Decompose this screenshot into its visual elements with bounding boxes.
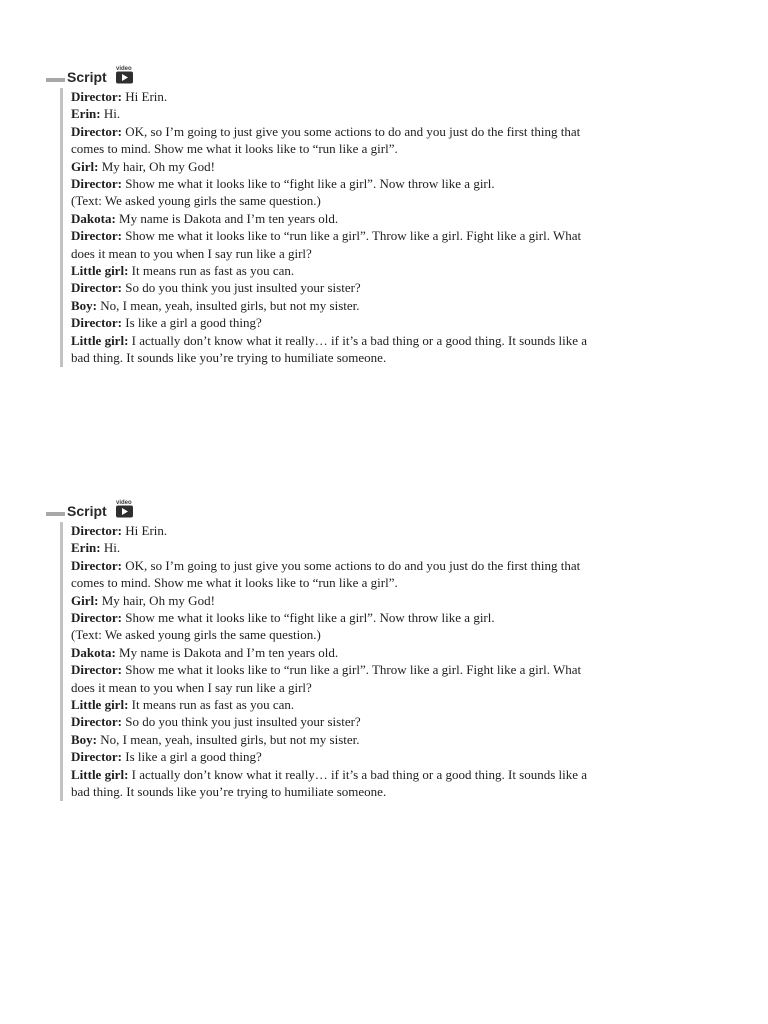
speaker-label: Little girl: [71,263,129,279]
speaker-label: Girl: [71,592,99,608]
dialogue-text: Show me what it looks like to “fight like a girl”. Now throw like a girl. [122,176,495,192]
dialogue-text: It means run as fast as you can. [128,697,295,713]
speaker-label: Director: [71,749,123,765]
script-line [71,192,591,209]
video-icon-label: video [116,66,132,72]
script-line [71,557,591,592]
script-title: Script [67,503,107,519]
script-line [71,713,591,730]
script-line [71,592,591,609]
speaker-label: Director: [71,714,123,730]
speaker-label: Boy: [71,297,97,313]
speaker-label: Director: [71,662,123,678]
speaker-label: Director: [71,610,123,626]
script-title: Script [67,69,107,85]
heading-dash [46,78,65,82]
dialogue-text: OK, so I’m going to just give you some actions to do and you just do the first thing that comes to mind. Show me what it looks like to “run like a girl”. [71,123,581,157]
dialogue-text: Is like a girl a good thing? [122,749,262,765]
script-line [71,158,591,175]
script-line [71,644,591,661]
script-line [71,766,591,801]
dialogue-text: It means run as fast as you can. [128,263,295,279]
script-line [71,88,591,105]
speaker-label: Boy: [71,731,97,747]
dialogue-text: My hair, Oh my God! [98,158,215,174]
script-heading [46,66,606,88]
script-line [71,262,591,279]
dialogue-text: Show me what it looks like to “fight like a girl”. Now throw like a girl. [122,610,495,626]
dialogue-text: No, I mean, yeah, insulted girls, but not my sister. [97,731,360,747]
script-line [71,748,591,765]
dialogue-text: I actually don’t know what it really… if it’s a bad thing or a good thing. It sounds like a bad thing. It sounds like you’re trying to humiliate someone. [71,332,588,366]
dialogue-text: My name is Dakota and I’m ten years old. [115,210,339,226]
dialogue-text: (Text: We asked young girls the same question.) [71,627,321,643]
script-line [71,279,591,296]
speaker-label: Director: [71,123,123,139]
script-heading [46,500,606,522]
script-line [71,731,591,748]
script-line [71,332,591,367]
script-lines [60,88,591,367]
script-line [71,609,591,626]
dialogue-text: Show me what it looks like to “run like a girl”. Throw like a girl. Fight like a girl. What does it mean to you when I say run like a girl? [71,662,582,695]
script-line [71,210,591,227]
heading-dash [46,512,65,516]
dialogue-text: Hi. [100,540,121,556]
script-line [71,539,591,556]
speaker-label: Director: [71,280,123,296]
script-line [71,123,591,158]
speaker-label: Little girl: [71,697,129,713]
script-line [71,626,591,643]
speaker-label: Director: [71,557,123,573]
play-icon [115,71,135,84]
dialogue-text: Hi Erin. [122,523,168,538]
speaker-label: Little girl: [71,766,129,782]
speaker-label: Little girl: [71,332,129,348]
script-line [71,175,591,192]
script-block-1 [46,66,606,367]
script-line [71,314,591,331]
video-icon[interactable] [115,500,135,519]
script-line [71,227,591,262]
dialogue-text: OK, so I’m going to just give you some actions to do and you just do the first thing that comes to mind. Show me what it looks like to “run like a girl”. [71,557,581,591]
speaker-label: Erin: [71,540,101,556]
script-line [71,297,591,314]
script-line [71,696,591,713]
dialogue-text: My hair, Oh my God! [98,592,215,608]
speaker-label: Erin: [71,106,101,122]
speaker-label: Director: [71,315,123,331]
script-line [71,105,591,122]
dialogue-text: So do you think you just insulted your sister? [122,280,361,296]
script-block-2 [46,500,606,801]
dialogue-text: I actually don’t know what it really… if it’s a bad thing or a good thing. It sounds like a bad thing. It sounds like you’re trying to humiliate someone. [71,766,588,800]
dialogue-text: No, I mean, yeah, insulted girls, but not my sister. [97,297,360,313]
speaker-label: Director: [71,176,123,192]
play-icon [115,505,135,518]
speaker-label: Director: [71,89,123,104]
script-line [71,522,591,539]
script-lines [60,522,591,801]
video-icon-label: video [116,500,132,506]
dialogue-text: Show me what it looks like to “run like a girl”. Throw like a girl. Fight like a girl. What does it mean to you when I say run like a girl? [71,228,582,261]
dialogue-text: (Text: We asked young girls the same question.) [71,193,321,209]
video-icon[interactable] [115,66,135,85]
dialogue-text: Hi. [100,106,121,122]
script-line [71,661,591,696]
speaker-label: Director: [71,523,123,538]
speaker-label: Dakota: [71,644,116,660]
dialogue-text: So do you think you just insulted your sister? [122,714,361,730]
dialogue-text: Is like a girl a good thing? [122,315,262,331]
speaker-label: Dakota: [71,210,116,226]
speaker-label: Director: [71,228,123,244]
dialogue-text: My name is Dakota and I’m ten years old. [115,644,339,660]
dialogue-text: Hi Erin. [122,89,168,104]
speaker-label: Girl: [71,158,99,174]
